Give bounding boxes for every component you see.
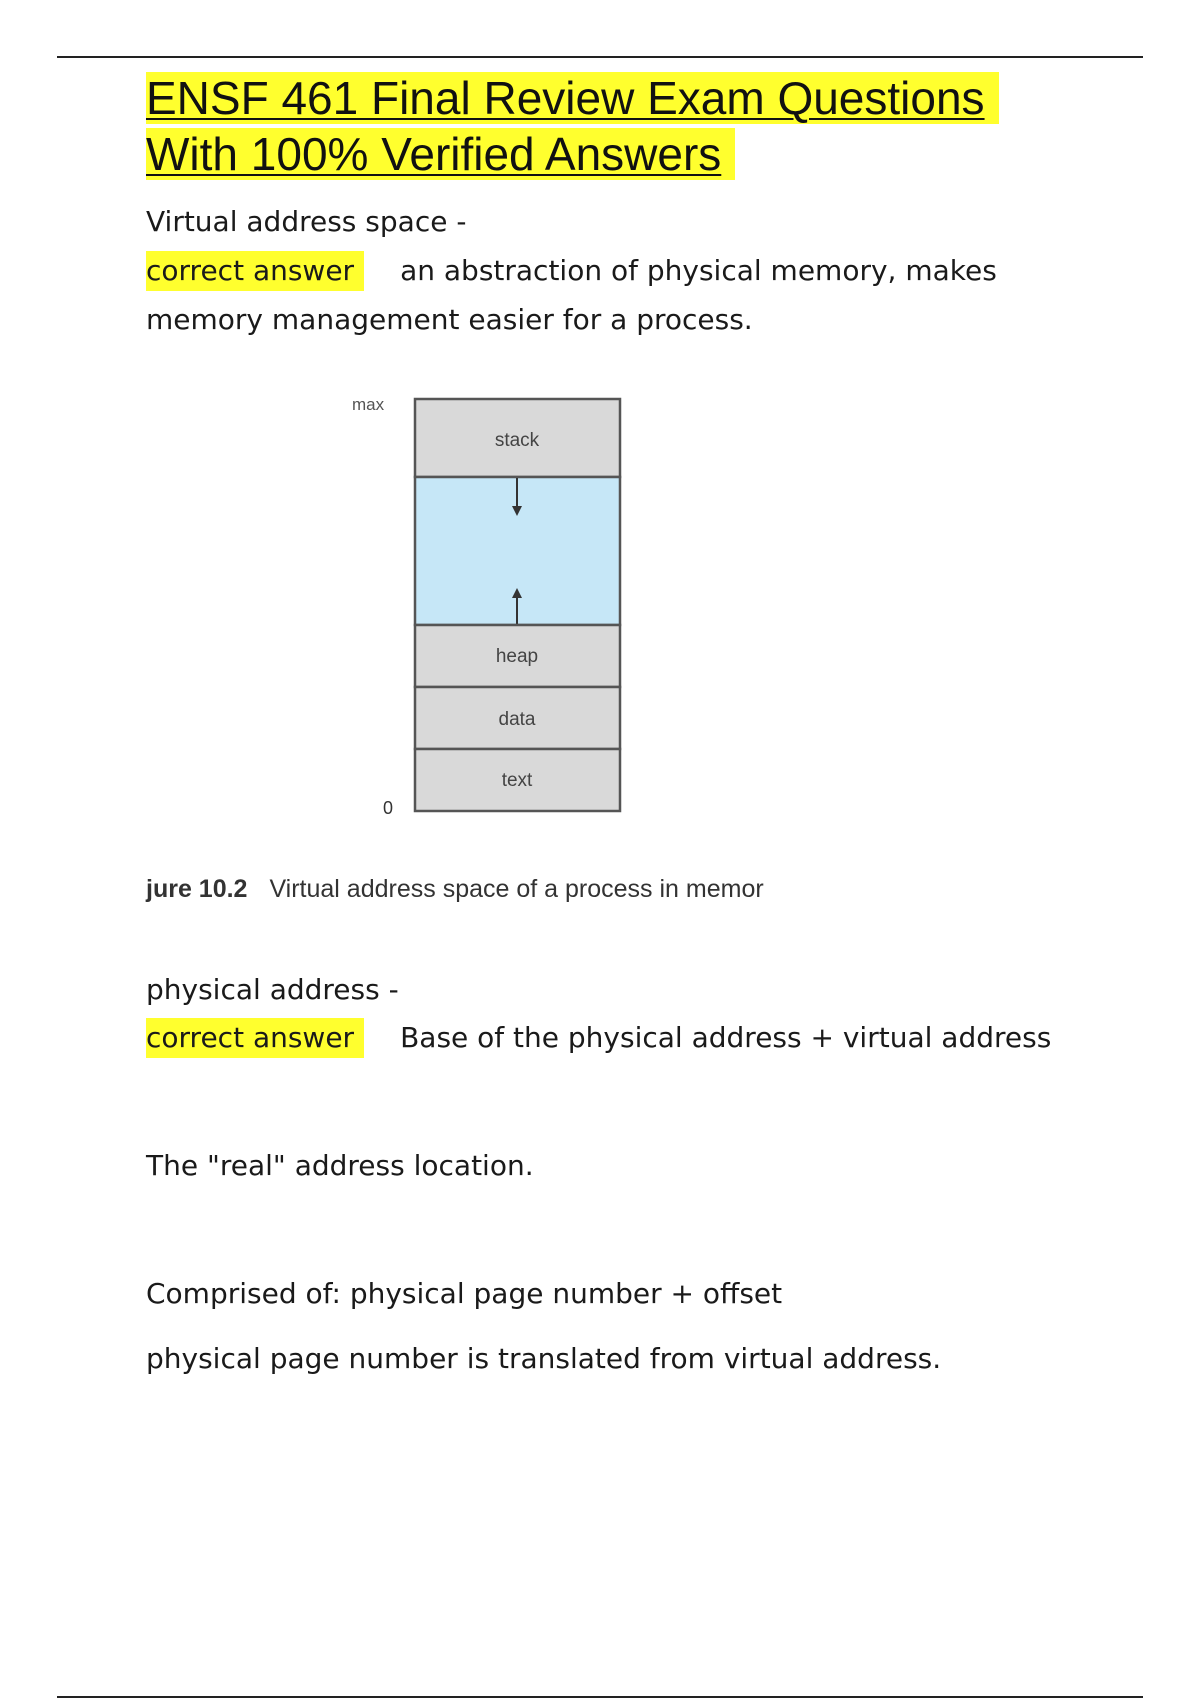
footer-rule: [57, 1696, 1143, 1698]
figure-caption: [146, 875, 764, 904]
q2-line-4: physical page number is translated from virtual address.: [146, 1342, 942, 1375]
address-space-diagram: [340, 390, 660, 830]
document-title: [146, 70, 1046, 182]
q1-answer-label: correct answer: [146, 251, 364, 291]
address-space-figure: [340, 390, 660, 830]
q2-line-2: The "real" address location.: [146, 1149, 534, 1182]
q1-answer-text-2: memory management easier for a process.: [146, 303, 753, 336]
stack-label: stack: [494, 430, 540, 451]
text-label: text: [501, 770, 533, 791]
figure-caption-number: jure 10.2: [146, 875, 248, 903]
header-rule: [57, 56, 1143, 58]
q1-answer-text-1: an abstraction of physical memory, makes: [400, 254, 997, 287]
zero-label: 0: [383, 798, 394, 818]
heap-label: heap: [495, 646, 539, 667]
max-label: max: [352, 395, 385, 414]
q2-answer-line: [146, 1018, 1051, 1058]
q1-answer-line: [146, 251, 997, 291]
q2-answer-label: correct answer: [146, 1018, 364, 1058]
figure-caption-text: Virtual address space of a process in memor: [269, 875, 764, 903]
title-line-2: With 100% Verified Answers: [146, 128, 735, 180]
q2-term: physical address -: [146, 973, 399, 1006]
q2-line-3: Comprised of: physical page number + offset: [146, 1277, 783, 1310]
data-label: data: [498, 709, 536, 730]
q1-term: Virtual address space -: [146, 205, 467, 238]
q2-answer-text: Base of the physical address + virtual address: [400, 1021, 1052, 1054]
title-line-1: ENSF 461 Final Review Exam Questions: [146, 72, 999, 124]
